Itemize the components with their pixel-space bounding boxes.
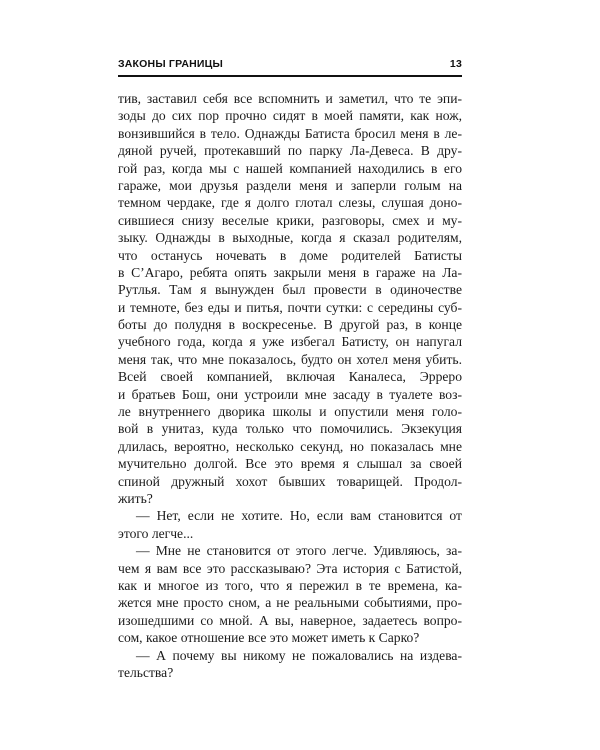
- page-number: 13: [449, 58, 462, 70]
- text-line: — А почему вы никому не пожаловались на издева-: [136, 647, 462, 663]
- text-line: меня так, что мне показалось, будто он хотел меня убить.: [118, 351, 462, 367]
- text-line: жить?: [118, 490, 153, 506]
- text-line: сившиеся снизу веселые крики, разговоры, смех и му-: [118, 212, 462, 228]
- text-line: гараже, мои друзья раздели меня и заперли голым на: [118, 177, 462, 193]
- text-line: и братьев Бош, они устроили мне засаду в туалете воз-: [118, 386, 462, 402]
- text-line: вой в унитаз, куда только что помочились. Экзекуция: [118, 421, 462, 437]
- text-line: зыку. Однажды в выходные, когда я сказал родителям,: [118, 230, 462, 246]
- text-line: вонзившийся в тело. Однажды Батиста бросил меня в ле-: [118, 125, 462, 141]
- text-line: — Нет, если не хотите. Но, если вам становится от: [136, 508, 462, 524]
- header-rule: [118, 75, 462, 77]
- text-line: зоды до сих пор прочно сидят в моей памяти, как нож,: [118, 108, 462, 124]
- text-line: длилась, вероятно, несколько секунд, но показалась мне: [118, 438, 462, 454]
- text-line: и темноте, без еды и питья, почти сутки: с середины суб-: [118, 299, 462, 315]
- text-line: темном чердаке, где я долго глотал слезы, слушая доно-: [118, 195, 462, 211]
- text-line: спиной дружный хохот бывших товарищей. Продол-: [118, 473, 462, 489]
- text-line: в С’Агаро, ребята опять закрыли меня в гараже на Ла-: [118, 264, 462, 280]
- paragraph-4: [118, 647, 462, 682]
- text-line: этого легче...: [118, 525, 194, 541]
- text-line: боты до полудня в воскресенье. В другой раз, в конце: [118, 317, 462, 333]
- paragraph-3: [118, 542, 462, 646]
- text-line: что останусь ночевать в доме родителей Батисты: [118, 247, 462, 263]
- text-line: учебного года, когда я уже избегал Батисту, он напугал: [118, 334, 462, 350]
- text-line: тельства?: [118, 664, 174, 680]
- text-line: ле внутреннего дворика школы и опустили меня голо-: [118, 404, 462, 420]
- text-line: дяной ручей, протекавший по парку Ла-Девеса. В дру-: [118, 143, 462, 159]
- text-line: гой раз, когда мы с нашей компанией находились в его: [118, 160, 462, 176]
- text-line: жется мне просто сном, а не реальными событиями, про-: [118, 595, 462, 611]
- text-line: сом, какое отношение все это может иметь к Сарко?: [118, 630, 420, 646]
- running-title: ЗАКОНЫ ГРАНИЦЫ: [118, 58, 224, 70]
- text-line: тив, заставил себя все вспомнить и заметил, что те эпи-: [118, 91, 462, 106]
- paragraph-2: [118, 507, 462, 542]
- running-header: [118, 58, 462, 74]
- body-text: [118, 90, 462, 681]
- paragraph-1: [118, 90, 462, 507]
- text-line: — Мне не становится от этого легче. Удивляюсь, за-: [136, 543, 462, 559]
- text-line: мучительно долгой. Все это время я слышал за своей: [118, 456, 462, 472]
- text-line: чем я вам все это рассказываю? Эта история с Батистой,: [118, 560, 462, 576]
- text-line: изошедшими со мной. А вы, наверное, задаетесь вопро-: [118, 612, 462, 628]
- text-line: как и многое из того, что я пережил в те времена, ка-: [118, 577, 462, 593]
- text-line: Рутлья. Там я вынужден был провести в одиночестве: [118, 282, 462, 298]
- text-line: Всей своей компанией, включая Каналеса, Эрреро: [118, 369, 462, 385]
